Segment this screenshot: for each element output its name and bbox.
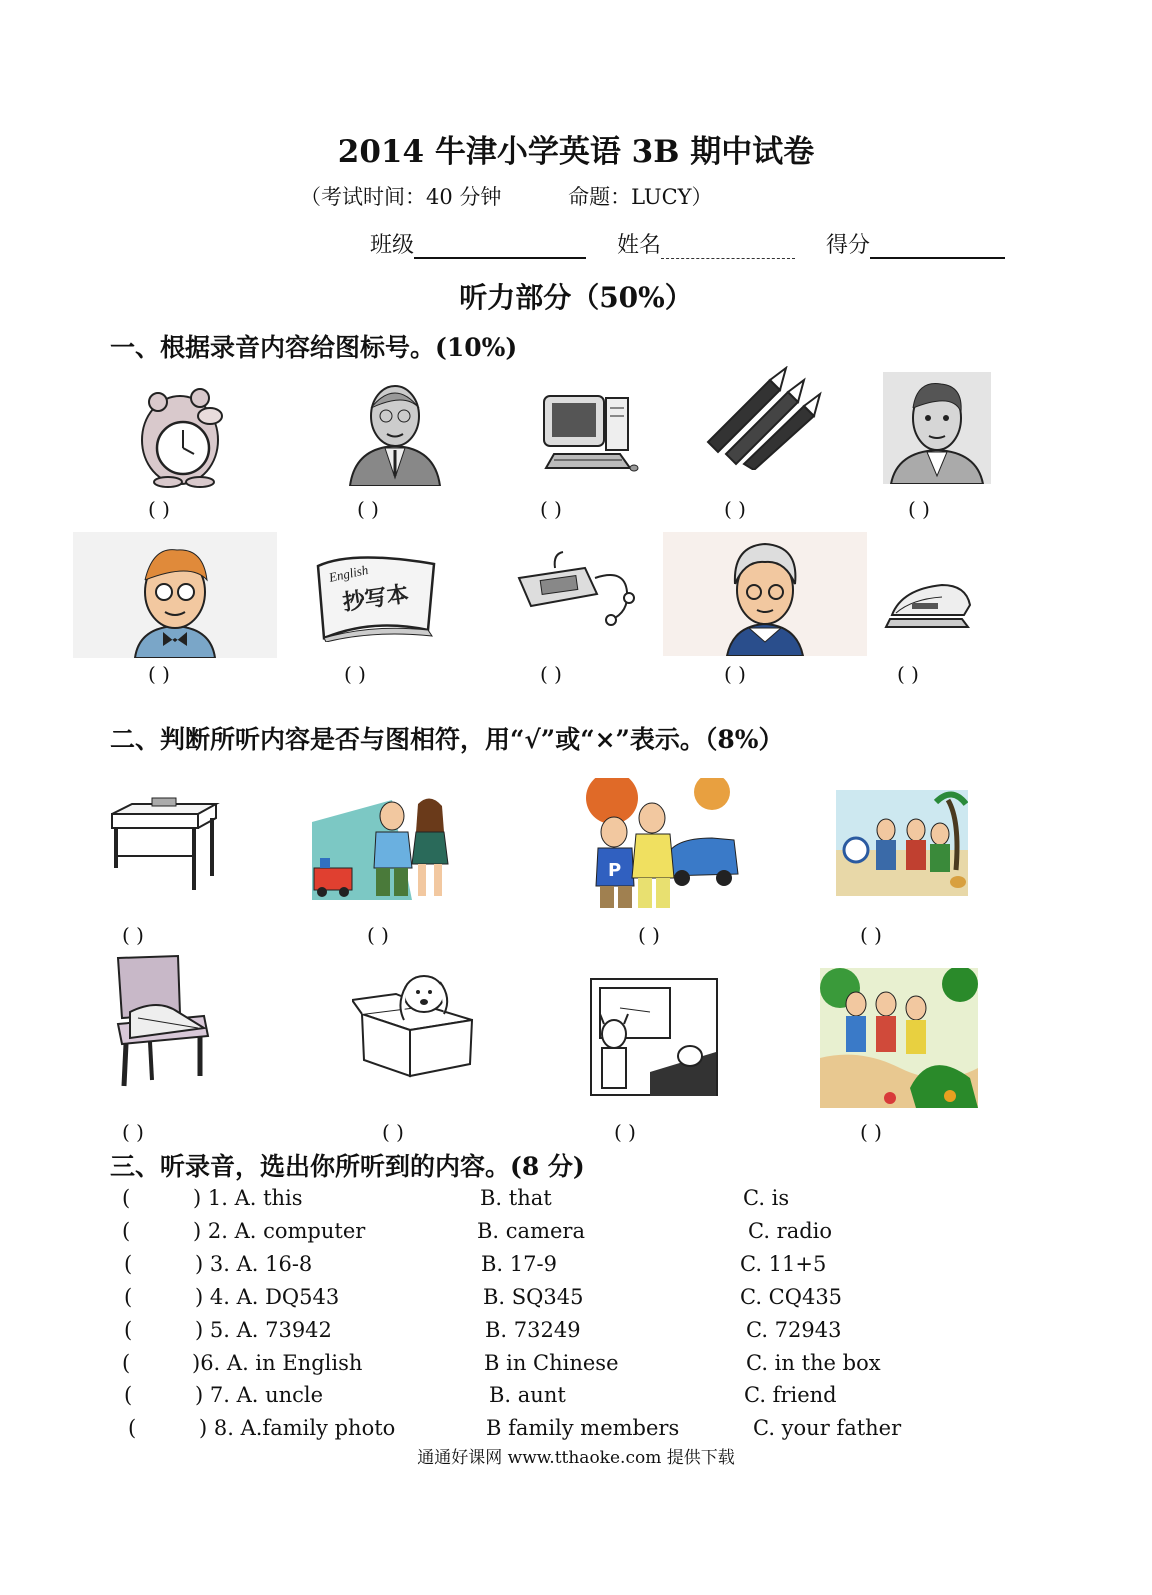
name-label: 姓名 [617, 233, 662, 258]
answer-blank[interactable]: ( ) [540, 497, 562, 521]
classroom-teacher-icon [590, 978, 718, 1096]
class-label: 班级 [370, 233, 415, 258]
question-option-c: C. CQ435 [740, 1285, 843, 1309]
footer-source: 通通好课网 www.tthaoke.com 提供下载 [417, 1448, 735, 1468]
question-option-b: B. camera [477, 1219, 585, 1243]
question-option-c: C. friend [744, 1383, 837, 1407]
question-option-a: ) 4. A. DQ543 [195, 1285, 340, 1309]
answer-blank[interactable]: ( ) [724, 497, 746, 521]
class-field[interactable] [414, 233, 586, 259]
section3-heading: 三、听录音，选出你所听到的内容。(8 分) [110, 1152, 585, 1181]
answer-paren[interactable]: ( [124, 1285, 133, 1309]
student-fields [370, 228, 1005, 259]
name-field[interactable] [661, 234, 795, 259]
walkman-icon [515, 548, 645, 628]
score-label: 得分 [826, 233, 871, 258]
man-portrait-icon [883, 372, 991, 484]
copybook-cn-text: 抄写本 [341, 581, 411, 616]
answer-blank[interactable]: ( ) [148, 662, 170, 686]
listening-part-title: 听力部分（50%） [459, 281, 693, 314]
score-field[interactable] [870, 233, 1005, 259]
question-option-a: ) 1. A. this [193, 1186, 303, 1210]
answer-paren[interactable]: ( [128, 1416, 137, 1440]
answer-blank[interactable]: ( ) [122, 1120, 144, 1144]
question-option-c: C. is [743, 1186, 790, 1210]
copybook-icon [312, 548, 440, 642]
question-option-c: C. radio [748, 1219, 833, 1243]
shirt-letter: P [608, 860, 622, 881]
answer-blank[interactable]: ( ) [344, 662, 366, 686]
section1-heading: 一、根据录音内容给图标号。(10%) [110, 333, 518, 362]
chair-coat-icon [108, 952, 212, 1090]
question-option-b: B family members [486, 1416, 680, 1440]
bear-clock-icon [128, 380, 238, 490]
question-option-b: B. that [480, 1186, 552, 1210]
computer-icon [540, 392, 640, 474]
grandpa-icon [73, 532, 277, 658]
question-option-a: ) 7. A. uncle [195, 1383, 324, 1407]
question-option-b: B. 73249 [485, 1318, 581, 1342]
exam-time: （考试时间：40 分钟 [300, 185, 502, 209]
answer-blank[interactable]: ( ) [357, 497, 379, 521]
answer-blank[interactable]: ( ) [724, 662, 746, 686]
exam-info [300, 181, 773, 211]
question-option-b: B. aunt [489, 1383, 566, 1407]
pens-icon [700, 366, 824, 470]
answer-blank[interactable]: ( ) [638, 923, 660, 947]
question-option-a: ) 8. A.family photo [199, 1416, 396, 1440]
stapler-icon [882, 575, 974, 635]
exam-author: 命题：LUCY） [568, 185, 713, 209]
copybook-english-text: English [327, 562, 370, 585]
answer-blank[interactable]: ( ) [860, 1120, 882, 1144]
boys-car-icon [582, 778, 742, 910]
answer-blank[interactable]: ( ) [908, 497, 930, 521]
answer-blank[interactable]: ( ) [148, 497, 170, 521]
question-option-a: ) 3. A. 16-8 [195, 1252, 313, 1276]
answer-paren[interactable]: ( [122, 1351, 131, 1375]
page-title: 2014 牛津小学英语 3B 期中试卷 [337, 134, 815, 170]
question-option-b: B in Chinese [484, 1351, 619, 1375]
answer-blank[interactable]: ( ) [382, 1120, 404, 1144]
question-option-a: ) 5. A. 73942 [195, 1318, 332, 1342]
question-option-b: B. 17-9 [481, 1252, 557, 1276]
answer-blank[interactable]: ( ) [897, 662, 919, 686]
grandma-icon [663, 532, 867, 656]
question-option-a: ) 2. A. computer [193, 1219, 366, 1243]
dog-box-icon [352, 964, 478, 1078]
answer-paren[interactable]: ( [122, 1186, 131, 1210]
question-option-c: C. 11+5 [740, 1252, 827, 1276]
answer-blank[interactable]: ( ) [540, 662, 562, 686]
children-park-icon [820, 968, 978, 1108]
answer-blank[interactable]: ( ) [614, 1120, 636, 1144]
question-option-b: B. SQ345 [483, 1285, 584, 1309]
man-suit-icon [345, 378, 445, 486]
kids-toy-train-icon [312, 772, 452, 900]
answer-blank[interactable]: ( ) [122, 923, 144, 947]
answer-paren[interactable]: ( [122, 1219, 131, 1243]
desk-icon [108, 796, 220, 892]
question-option-c: C. your father [753, 1416, 902, 1440]
question-option-a: )6. A. in English [192, 1351, 363, 1375]
question-option-c: C. in the box [746, 1351, 881, 1375]
answer-paren[interactable]: ( [124, 1252, 133, 1276]
answer-paren[interactable]: ( [124, 1318, 133, 1342]
question-option-c: C. 72943 [746, 1318, 842, 1342]
answer-blank[interactable]: ( ) [860, 923, 882, 947]
answer-paren[interactable]: ( [124, 1383, 133, 1407]
section2-heading: 二、判断所听内容是否与图相符，用“√”或“×”表示。（8%） [110, 725, 784, 754]
hikers-clock-icon [836, 790, 968, 896]
answer-blank[interactable]: ( ) [367, 923, 389, 947]
